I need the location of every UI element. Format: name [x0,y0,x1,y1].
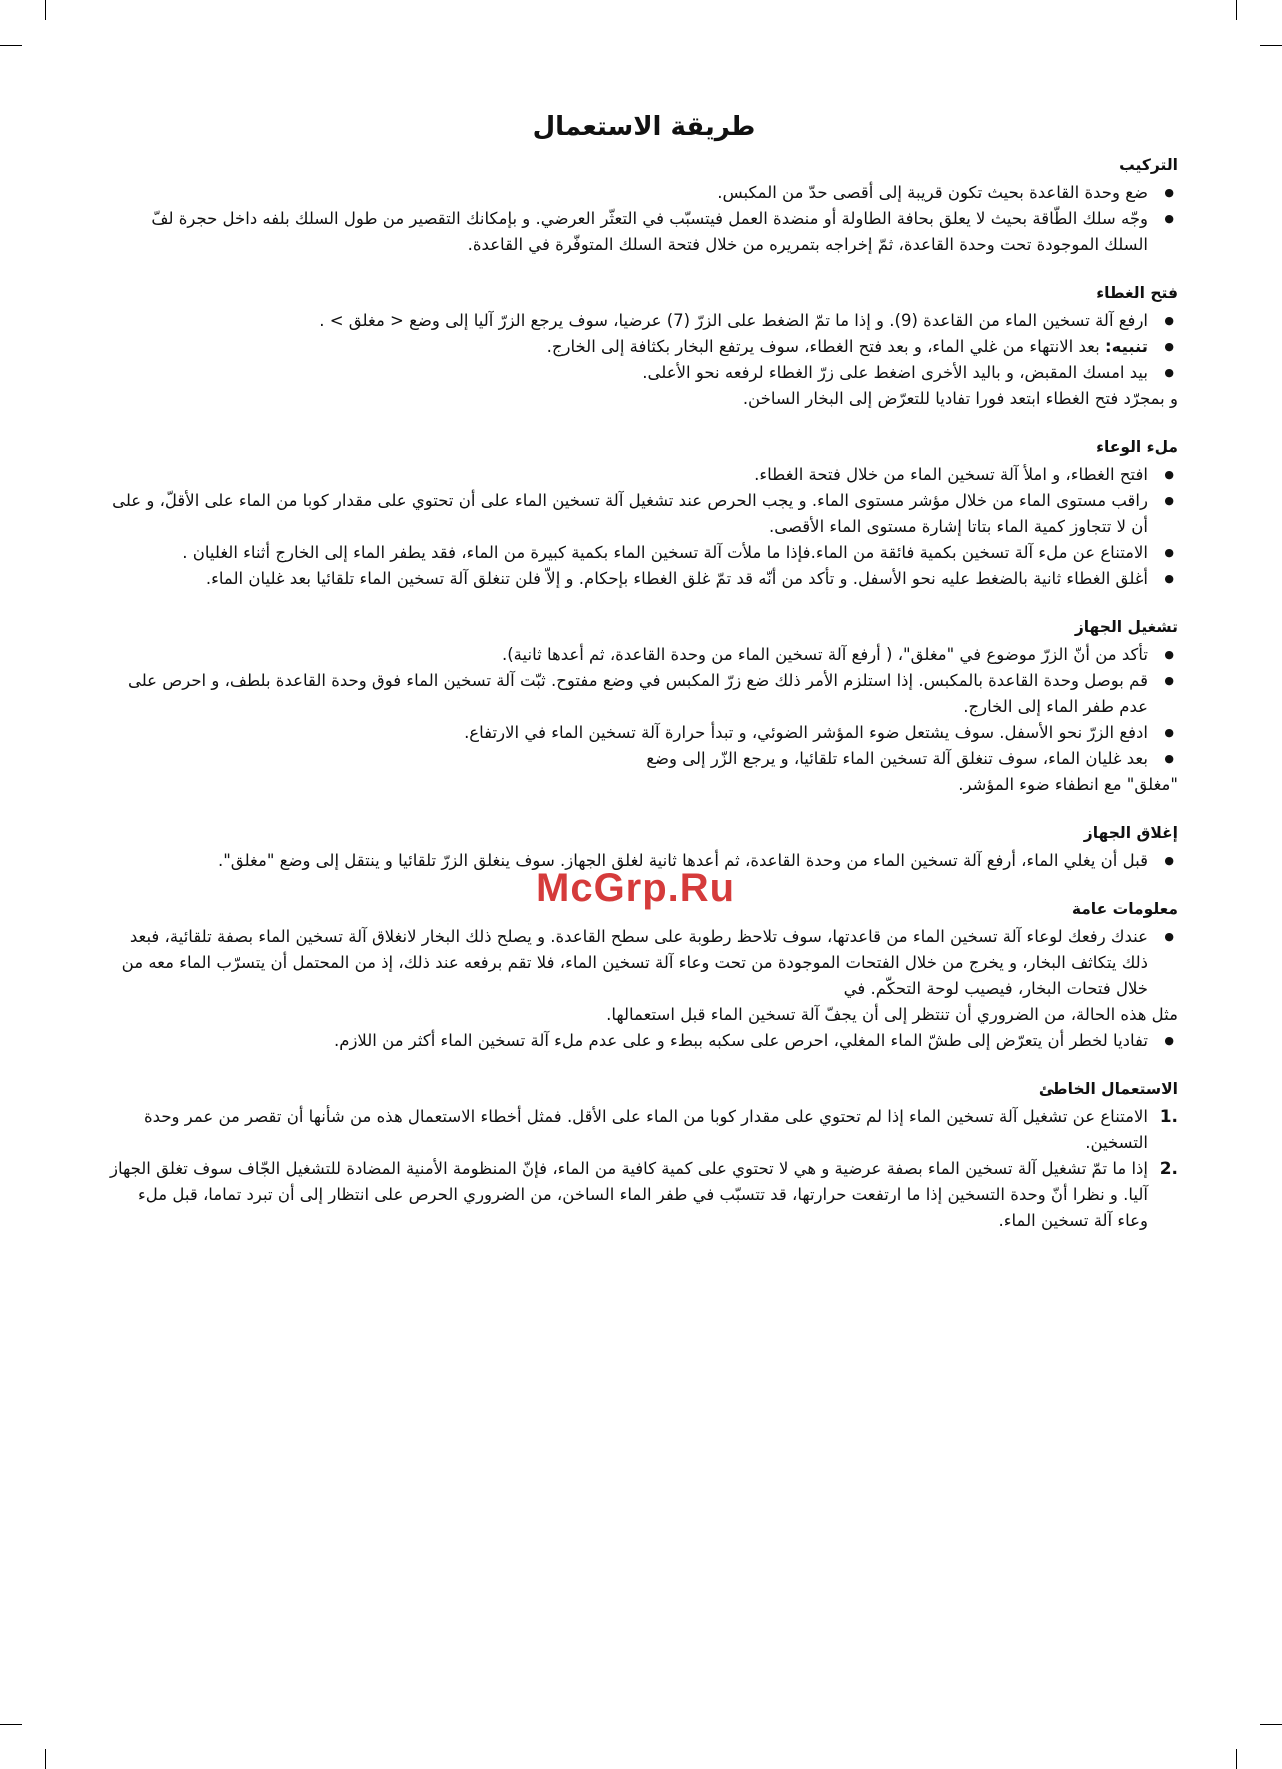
list-item: ● بيد امسك المقبض، و باليد الأخرى اضغط على زرّ الغطاء لرفعه نحو الأعلى. [110,360,1178,386]
paragraph: مثل هذه الحالة، من الضروري أن تنتظر إلى أن يجفّ آلة تسخين الماء قبل استعمالها. [606,1005,1178,1024]
section-heading: الاستعمال الخاطئ [1038,1080,1178,1098]
section-heading: فتح الغطاء [1096,284,1178,302]
section-heading: إغلاق الجهاز [1083,824,1178,842]
bullet-list [110,1028,1178,1054]
bullet-list [110,180,1178,258]
paragraph: "مغلق" مع انطفاء ضوء المؤشر. [958,775,1178,794]
item-number: 2. [1159,1159,1178,1179]
item-text: الامتناع عن تشغيل آلة تسخين الماء إذا لم تحتوي على مقدار كوبا من الماء على الأقل. فمثل أخطاء الاستعمال هذه من شأنها أن تقصر من عمر وحدة التسخين. [144,1107,1148,1152]
list-item: ● تفاديا لخطر أن يتعرّض إلى طشّ الماء المغلي، احرص على سكبه ببطء و على عدم ملء آلة تسخين الماء أكثر من اللازم. [110,1028,1178,1054]
list-item: ● تأكد من أنّ الزرّ موضوع في "مغلق"، ( أرفع آلة تسخين الماء من وحدة القاعدة، ثم أعدها ثانية). [110,642,1178,668]
crop-mark [1236,1749,1237,1769]
bullet-list [110,924,1178,1002]
paragraph: و بمجرّد فتح الغطاء ابتعد فورا تفاديا للتعرّض إلى البخار الساخن. [742,389,1178,408]
crop-mark [0,1724,22,1725]
numbered-item [110,1156,1178,1234]
list-item: ● ارفع آلة تسخين الماء من القاعدة (9). و إذا ما تمّ الضغط على الزرّ (7) عرضيا، سوف يرجع الزرّ آليا إلى وضع < مغلق > . [110,308,1178,334]
warning-label: تنبيه: [1104,337,1148,356]
list-item: ● ضع وحدة القاعدة بحيث تكون قريبة إلى أقصى حدّ من المكبس. [110,180,1178,206]
section-heading: تشغيل الجهاز [1074,618,1178,636]
section-operation [110,618,1178,798]
list-item: ● افتح الغطاء، و املأ آلة تسخين الماء من خلال فتحة الغطاء. [110,462,1178,488]
manual-page [110,100,1178,1260]
list-item: ● قبل أن يغلي الماء، أرفع آلة تسخين الماء من وحدة القاعدة، ثم أعدها ثانية لغلق الجهاز. سوف ينغلق الزرّ تلقائيا و ينتقل إلى وضع "مغلق". [110,848,1178,874]
list-item: ● عندك رفعك لوعاء آلة تسخين الماء من قاعدتها، سوف تلاحظ رطوبة على سطح القاعدة. و يصلح ذلك البخار لانغلاق آلة تسخين الماء بصفة تلقائية، فبعد ذلك يتكاثف البخار، و يخرج من خلال الفتحات الموجودة من تحت وعاء آلة تسخين الماء، فلا تقم برفعه عند ذلك، إذ من المحتمل أن يتسرّب الماء معه من خلال فتحات البخار، فيصيب لوحة التحكّم. في [110,924,1178,1002]
item-number: 1. [1159,1107,1178,1127]
numbered-list [110,1104,1178,1234]
crop-mark [45,0,46,20]
section-heading: ملء الوعاء [1096,438,1178,456]
watermark: McGrp.Ru [536,866,736,910]
list-item-warning [110,334,1178,360]
section-general [110,900,1178,1054]
bullet-list [110,462,1178,592]
section-installation [110,156,1178,258]
section-lid [110,284,1178,412]
section-misuse [110,1080,1178,1234]
section-filling [110,438,1178,592]
crop-mark [45,1749,46,1769]
crop-mark [1260,45,1282,46]
list-item: ● ادفع الزرّ نحو الأسفل. سوف يشتعل ضوء المؤشر الضوئي، و تبدأ حرارة آلة تسخين الماء في الارتفاع. [110,720,1178,746]
bullet-list [110,308,1178,386]
crop-mark [0,45,22,46]
warning-text: بعد الانتهاء من غلي الماء، و بعد فتح الغطاء، سوف يرتفع البخار بكثافة إلى الخارج. [546,337,1105,356]
section-heading: التركيب [1119,156,1178,174]
list-item: ● الامتناع عن ملء آلة تسخين بكمية فائقة من الماء.فإذا ما ملأت آلة تسخين الماء بكمية كبيرة من الماء، فقد يطفر الماء إلى الخارج أثناء الغليان . [110,540,1178,566]
list-item: ● راقب مستوى الماء من خلال مؤشر مستوى الماء. و يجب الحرص عند تشغيل آلة تسخين الماء على أن تحتوي على مقدار كوبا من الماء على الأقلّ، و على أن لا تتجاوز كمية الماء بتاتا إشارة مستوى الماء الأقصى. [110,488,1178,540]
section-heading: معلومات عامة [1071,900,1178,918]
item-text: إذا ما تمّ تشغيل آلة تسخين الماء بصفة عرضية و هي لا تحتوي على كمية كافية من الماء، فإنّ المنظومة الأمنية المضادة للتشغيل الجّاف سوف تغلق الجهاز آليا. و نظرا أنّ وحدة التسخين إذا ما ارتفعت حرارتها، قد تتسبّب في طفر الماء الساخن، من الضروري الحرص على انتظار إلى أن تبرد تماما، قبل ملء وعاء آلة تسخين الماء. [109,1159,1148,1230]
crop-mark [1236,0,1237,20]
numbered-item [110,1104,1178,1156]
list-item: ● أغلق الغطاء ثانية بالضغط عليه نحو الأسفل. و تأكد من أنّه قد تمّ غلق الغطاء بإحكام. و إلاّ فلن تنغلق آلة تسخين الماء تلقائيا بعد غليان الماء. [110,566,1178,592]
bullet-list [110,642,1178,772]
list-item: ● بعد غليان الماء، سوف تنغلق آلة تسخين الماء تلقائيا، و يرجع الزّر إلى وضع [110,746,1178,772]
list-item: ● وجّه سلك الطّاقة بحيث لا يعلق بحافة الطاولة أو منضدة العمل فيتسبّب في التعثّر العرضي. و بإمكانك التقصير من طول السلك بلفه داخل حجرة لفّ السلك الموجودة تحت وحدة القاعدة، ثمّ إخراجه بتمريره من خلال فتحة السلك المتوفّرة في القاعدة. [110,206,1178,258]
crop-mark [1260,1724,1282,1725]
list-item: ● قم بوصل وحدة القاعدة بالمكبس. إذا استلزم الأمر ذلك ضع زرّ المكبس في وضع مفتوح. ثبّت آلة تسخين الماء فوق وحدة القاعدة بلطف، و احرص على عدم طفر الماء إلى الخارج. [110,668,1178,720]
page-title: طريقة الاستعمال [532,112,756,142]
